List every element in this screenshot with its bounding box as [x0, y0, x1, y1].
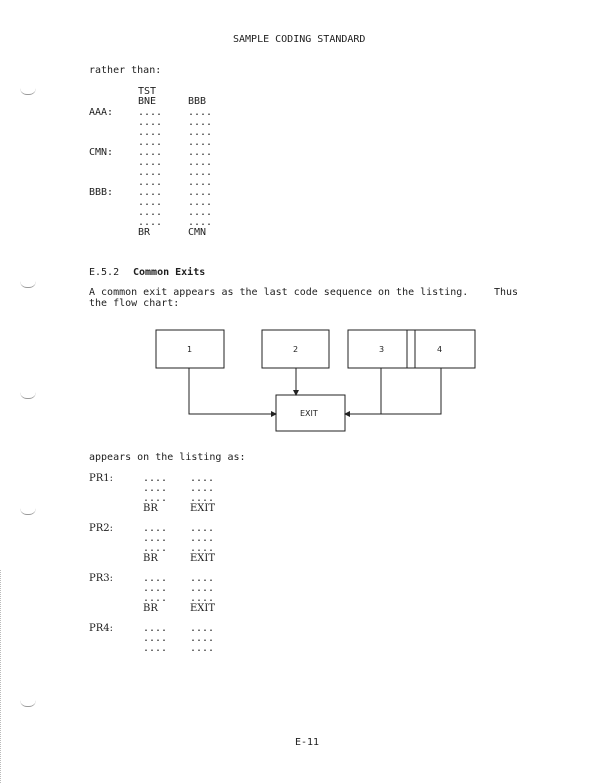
column-head-bne: BNE	[138, 96, 157, 107]
code-dots: ....	[190, 623, 215, 634]
paragraph-line-1: A common exit appears as the last code sequence on the listing.	[89, 287, 469, 298]
code-dots: ....	[190, 533, 215, 544]
listing-intro: appears on the listing as:	[89, 452, 246, 463]
flow-connector-1	[189, 368, 276, 414]
code-dots: ....	[143, 633, 168, 644]
end-cmn: CMN	[188, 227, 207, 238]
code-dots: ....	[188, 167, 213, 178]
paragraph-line-2: the flow chart:	[89, 298, 180, 309]
proc-label-pr4: PR4:	[89, 623, 113, 634]
flow-label-4: 4	[437, 345, 443, 354]
code-dots: ....	[143, 523, 168, 534]
code-dots: ....	[143, 533, 168, 544]
code-dots: ....	[188, 197, 213, 208]
code-dots: ....	[190, 523, 215, 534]
label-bbb: BBB:	[89, 187, 114, 198]
label-cmn: CMN:	[89, 147, 114, 158]
label-aaa: AAA:	[89, 107, 114, 118]
code-dots: ....	[138, 127, 163, 138]
code-dots: ....	[143, 583, 168, 594]
code-dots: ....	[138, 187, 163, 198]
section-number: E.5.2	[89, 267, 120, 278]
code-dots: ....	[143, 623, 168, 634]
code-dots: ....	[138, 177, 163, 188]
section-title: Common Exits	[133, 267, 206, 278]
scan-edge	[0, 570, 3, 783]
column-head-tst: TST	[138, 86, 157, 97]
code-dots: ....	[188, 187, 213, 198]
flow-label-1: 1	[187, 345, 193, 354]
code-dots: ....	[190, 583, 215, 594]
code-dots: ....	[190, 543, 215, 554]
code-dots: ....	[138, 107, 163, 118]
code-dots: ....	[190, 493, 215, 504]
code-dots: ....	[138, 117, 163, 128]
proc-label-pr1: PR1:	[89, 473, 113, 484]
intro-text: rather than:	[89, 65, 162, 76]
proc-end-br: BR	[143, 503, 158, 514]
code-dots: ....	[138, 157, 163, 168]
flow-label-exit: EXIT	[300, 409, 318, 418]
proc-label-pr3: PR3:	[89, 573, 113, 584]
flow-label-2: 2	[293, 345, 299, 354]
code-dots: ....	[188, 147, 213, 158]
code-dots: ....	[143, 643, 168, 654]
code-dots: ....	[188, 137, 213, 148]
code-dots: ....	[143, 593, 168, 604]
code-dots: ....	[138, 217, 163, 228]
flow-connector-3	[345, 368, 381, 414]
code-dots: ....	[190, 573, 215, 584]
column-head-bbb: BBB	[188, 96, 207, 107]
code-dots: ....	[188, 107, 213, 118]
code-dots: ....	[190, 643, 215, 654]
code-dots: ....	[143, 483, 168, 494]
code-dots: ....	[138, 137, 163, 148]
code-dots: ....	[138, 147, 163, 158]
end-br: BR	[138, 227, 151, 238]
proc-label-pr2: PR2:	[89, 523, 113, 534]
code-dots: ....	[188, 127, 213, 138]
code-dots: ....	[188, 157, 213, 168]
code-dots: ....	[138, 207, 163, 218]
proc-end-exit: EXIT	[190, 553, 216, 564]
page-number: E-11	[295, 737, 320, 748]
code-dots: ....	[138, 197, 163, 208]
code-dots: ....	[190, 483, 215, 494]
code-dots: ....	[143, 543, 168, 554]
code-dots: ....	[188, 117, 213, 128]
code-dots: ....	[190, 633, 215, 644]
code-dots: ....	[138, 167, 163, 178]
paragraph-thus: Thus	[494, 287, 519, 298]
code-dots: ....	[188, 177, 213, 188]
proc-end-br: BR	[143, 603, 158, 614]
code-dots: ....	[188, 207, 213, 218]
flow-label-3: 3	[379, 345, 385, 354]
flow-connector-4	[357, 368, 441, 414]
code-dots: ....	[143, 573, 168, 584]
code-dots: ....	[190, 593, 215, 604]
code-dots: ....	[143, 473, 168, 484]
code-dots: ....	[143, 493, 168, 504]
code-dots: ....	[188, 217, 213, 228]
proc-end-exit: EXIT	[190, 603, 216, 614]
proc-end-br: BR	[143, 553, 158, 564]
proc-end-exit: EXIT	[190, 503, 216, 514]
page-header: SAMPLE CODING STANDARD	[233, 34, 366, 45]
code-dots: ....	[190, 473, 215, 484]
